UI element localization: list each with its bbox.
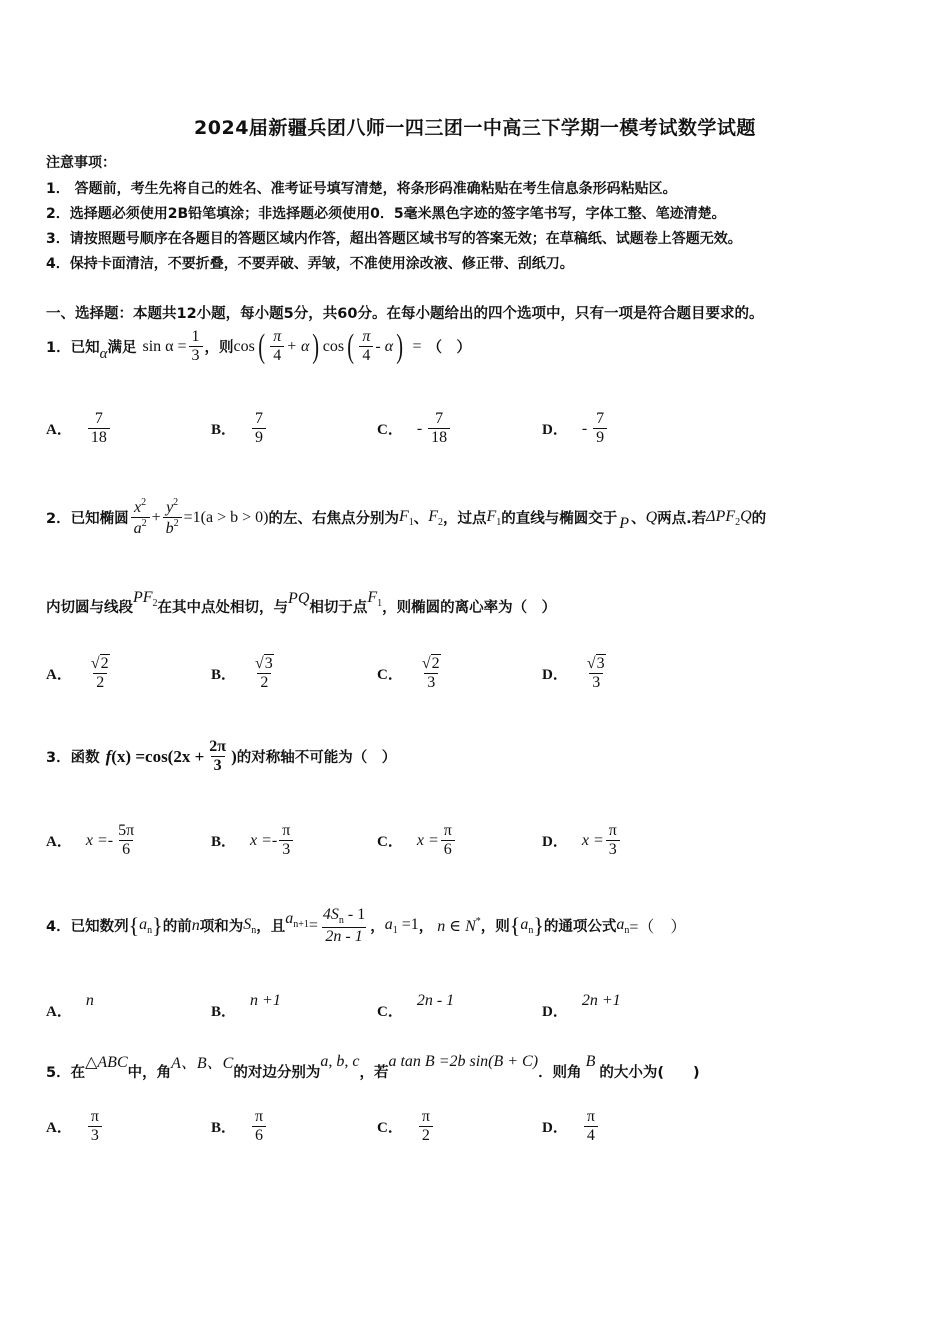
option-label: C． [377,1004,403,1020]
option-label: D． [542,834,568,851]
q5-text: ，若 [359,1065,389,1081]
numerator: 5π [118,822,135,839]
option-lhs: x = [581,831,604,849]
n-in-N: n ∈ N [437,917,476,935]
q2-text: 的 [751,511,767,528]
PF2: PF [133,588,153,606]
q1-text: ，则 [204,340,234,357]
option-label: A． [46,1120,72,1137]
question-3 [46,738,396,776]
q4-option-b[interactable] [211,990,281,1020]
denominator: 6 [252,1126,266,1145]
q2-text: 的左、右焦点分别为 [268,511,399,528]
option-fraction [606,822,620,860]
option-label: B． [211,834,237,851]
F1: F [398,507,409,525]
denominator: 4 [359,346,373,365]
F1: F [367,588,378,606]
q4-fraction: $\frac{4S_n - 1}{2n - 1}$ [322,906,366,945]
radicand: 2 [100,655,109,672]
q3-option-d[interactable] [542,822,622,860]
radicand: 2 [431,655,440,672]
denominator: 2 [257,673,271,692]
triangle: △ABC [85,1053,128,1071]
angles: A、B、C [171,1055,234,1072]
q4-option-a[interactable] [46,990,94,1020]
q1-text: 1．已知 [46,340,100,357]
option-label: A． [46,422,72,439]
q2-text: ，则椭圆的离心率为（ ） [382,600,557,616]
option-label: C． [377,834,403,851]
question-5 [46,1050,700,1081]
a: a [133,520,142,538]
radicand: 3 [264,655,273,672]
option-sign: - [416,419,423,437]
numerator-tail: - 1 [347,906,366,923]
P: P [619,514,630,532]
denominator: 3 [279,840,293,859]
a: a [520,915,529,933]
numerator: 7 [596,410,605,427]
q2-text: 的直线与椭圆交于 [501,511,618,528]
option-sign: - [581,419,588,437]
q4-text: 的通项公式 [543,919,617,936]
n: n [191,916,200,934]
option-label: B． [211,422,237,439]
numerator: π [608,822,617,839]
denominator: 3 [606,840,620,859]
denominator: 3 [189,346,203,365]
q2-option-b[interactable] [211,655,279,693]
numerator: 4S [322,906,339,923]
q2-text: 两点.若 [657,511,707,528]
q3-text: 的对称轴不可能为（ ） [236,750,397,767]
q3-expr: ) [231,746,237,766]
b: b [165,520,174,538]
option-fraction [252,1108,266,1146]
q1-cond: sin α = [142,337,187,355]
page-title: 2024届新疆兵团八师一四三团一中高三下学期一模考试数学试题 [194,117,756,139]
option-label: A． [46,667,72,684]
numerator: π [586,1108,595,1125]
denominator: 6 [119,840,133,859]
option-label: D． [542,422,568,439]
denominator: 9 [593,428,607,447]
a: a [616,915,625,933]
q4-text: 的前 [162,919,192,936]
option-value: n +1 [250,991,281,1009]
q1-cond-fraction [189,328,203,366]
numerator: π [362,328,371,345]
option-lhs: x =- [250,831,278,849]
option-fraction [428,410,450,448]
denominator: 3 [211,756,225,775]
option-lhs: x =- [85,831,114,849]
option-label: D． [542,1120,568,1137]
F2: F [428,507,439,525]
q1-option-c[interactable] [377,410,452,448]
q5-equation: a tan B =2b sin(B + C) [388,1052,539,1070]
q1-alpha: α [99,346,108,363]
denominator: 18 [428,428,450,447]
denominator: 9 [252,428,266,447]
q2-condition: =1(a > b > 0) [183,508,269,526]
q2-text: 2．已知椭圆 [46,511,129,528]
denominator: 4 [584,1126,598,1145]
q5-option-d[interactable] [542,1108,600,1146]
numerator: 7 [255,410,264,427]
sides: a, b, c [320,1052,360,1070]
q4-option-d[interactable] [542,990,621,1020]
numerator: 1 [191,328,200,345]
option-label: B． [211,1004,237,1020]
numerator: π [255,1108,264,1125]
numerator: π [90,1108,99,1125]
option-fraction [419,1108,433,1146]
q3-option-a[interactable] [46,822,139,860]
notice-item: 1． 答题前，考生先将自己的姓名、准考证号填写清楚，将条形码准确粘贴在考生信息条形码粘贴区。 [46,181,677,197]
separator: 、 [413,511,429,528]
q5-text: 5．在 [46,1065,86,1081]
triangle: ΔPF [706,507,736,525]
option-fraction [441,822,455,860]
q1-cos: cos [322,337,345,355]
q4-text: 项和为 [199,919,244,936]
option-fraction [593,410,607,448]
F1: F [486,507,497,525]
left-paren: ( [347,327,355,365]
numerator: 2π [209,738,227,755]
q1-option-a[interactable] [46,410,112,448]
numerator: π [443,822,452,839]
q5-text: 中，角 [127,1065,172,1081]
q5-text: 的对边分别为 [233,1065,321,1081]
denominator: 18 [88,428,110,447]
f: f [105,746,112,766]
option-label: B． [211,1120,237,1137]
option-label: A． [46,1004,72,1020]
option-value: n [85,991,94,1009]
q3-expr: (x) =cos(2x + [111,746,205,766]
y: y [166,499,174,516]
denominator: 2n - 1 [322,927,365,946]
numerator: 7 [435,410,444,427]
option-label: B． [211,667,237,684]
q1-pi-over-4 [270,328,284,366]
option-fraction [252,410,266,448]
Q: Q [740,507,752,525]
q2-option-c[interactable] [377,655,446,693]
left-paren: ( [258,327,265,365]
q3-option-b[interactable] [211,822,295,860]
PQ: PQ [288,589,310,607]
q2-text: 在其中点处相切，与 [157,600,289,616]
a1-value: =1 [401,915,419,933]
option-fraction [279,822,293,860]
q3-text: 3．函数 [46,750,100,767]
q1-minus-alpha: - α [375,337,394,355]
denominator: 2 [419,1126,433,1145]
numerator: π [273,328,282,345]
option-lhs: x = [416,831,439,849]
q2-x-fraction: $\frac{x^2}{a^2}$ [131,497,150,539]
q4-text: ，则 [480,919,510,936]
denominator: 2 [93,673,107,692]
q2-text: 相切于点 [309,600,368,616]
option-fraction: $\frac{√3}{3}$ [586,655,605,692]
q5-option-c[interactable] [377,1108,435,1146]
option-fraction [115,822,137,860]
q1-cos: cos [233,337,255,355]
question-2-line2: 内切圆与线段 $PF_2$ 在其中点处相切，与 PQ 相切于点 $F_1$ ，则椭圆的离心率为（ ） [46,588,557,616]
q5-option-a[interactable] [46,1108,104,1146]
q4-text: ， [418,919,434,936]
option-label: C． [377,422,403,439]
q2-text: 内切圆与线段 [46,600,133,616]
notice-item: 4．保持卡面清洁，不要折叠，不要弄破、弄皱，不准使用涂改液、修正带、刮纸刀。 [46,256,574,272]
q4-text: 4．已知数列 [46,919,129,936]
q2-option-a[interactable] [46,655,115,693]
q5-option-b[interactable] [211,1108,268,1146]
Q: Q [645,508,658,526]
x: x [134,499,142,516]
option-label: D． [542,1004,568,1020]
q4-text: ，且 [256,919,286,936]
numerator: 7 [94,410,103,427]
separator: 、 [631,511,646,528]
q1-eq: = [412,337,422,355]
B: B [585,1052,596,1070]
q2-y-fraction: $\frac{y^2}{b^2}$ [163,497,182,539]
denominator: 3 [589,673,603,692]
q4-tail: =（ ） [629,919,687,937]
option-fraction [88,410,110,448]
denominator: 3 [424,673,438,692]
numerator: π [282,822,291,839]
option-value: 2n +1 [581,991,621,1009]
q2-option-d[interactable] [542,655,611,693]
a: a [285,909,294,927]
notice-heading: 注意事项： [46,155,116,171]
a: a [384,915,393,933]
S: S [243,915,252,933]
q2-text: ，过点 [443,511,487,528]
q4-text: ， [370,919,385,936]
option-fraction [88,1108,102,1146]
option-value: 2n - 1 [416,991,455,1009]
option-label: C． [377,667,403,684]
section-heading: 一、选择题：本题共12小题，每小题5分，共60分。在每小题给出的四个选项中，只有一项是符合题目要求的。 [46,306,764,322]
denominator: 6 [441,840,455,859]
notice-item: 2．选择题必须使用2B铅笔填涂；非选择题必须使用0．5毫米黑色字迹的签字笔书写，字体工整、笔迹清楚。 [46,206,726,222]
question-2: 2．已知椭圆 $\frac{x^2}{a^2}$ + $\frac{y^2}{b^2}$ =1(a > b > 0) 的左、右焦点分别为 $F_1$ 、 $F_2$ ，过点 $F_1$ 的直线与椭圆交于 P 、 Q 两点.若 $\Delta PF_2Q$ 的 [46,497,767,538]
option-label: A． [46,834,72,851]
option-label: C． [377,1120,403,1137]
a: a [139,915,148,933]
denominator: 3 [88,1126,102,1145]
q1-text: 满足 [107,340,137,357]
q5-text: 的大小为( ) [599,1065,700,1081]
q1-option-d[interactable] [542,410,609,448]
radicand: 3 [596,655,605,672]
option-label: D． [542,667,568,684]
q4-option-c[interactable] [377,990,455,1020]
denominator: 4 [270,346,284,365]
q1-option-b[interactable] [211,410,268,448]
option-fraction: $\frac{√2}{2}$ [90,655,109,692]
q1-plus-alpha: + α [286,337,310,355]
right-paren: ) [396,327,404,365]
q3-fraction [206,738,229,776]
option-fraction: $\frac{√3}{2}$ [255,655,273,692]
right-paren: ) [312,327,320,365]
q1-tail: （ ） [427,340,472,357]
option-fraction: $\frac{√2}{3}$ [421,655,440,692]
notice-item: 3．请按照题号顺序在各题目的答题区域内作答，超出答题区域书写的答案无效；在草稿纸、试题卷上答题无效。 [46,231,742,247]
q5-text: ．则角 [538,1065,582,1081]
numerator: π [421,1108,430,1125]
question-4: 4．已知数列 { $a_n$ } 的前 n 项和为 $S_n$ ，且 $a_{n+1}$ = $\frac{4S_n - 1}{2n - 1}$ ， $a_1 =1$ ， n ∈ N* ，则 { $a_n$ } 的通项公式 $a_n$ =（ ） [46,906,687,945]
q3-option-c[interactable] [377,822,457,860]
q1-pi-over-4 [359,328,373,366]
question-1 [46,328,471,366]
option-fraction [584,1108,598,1146]
